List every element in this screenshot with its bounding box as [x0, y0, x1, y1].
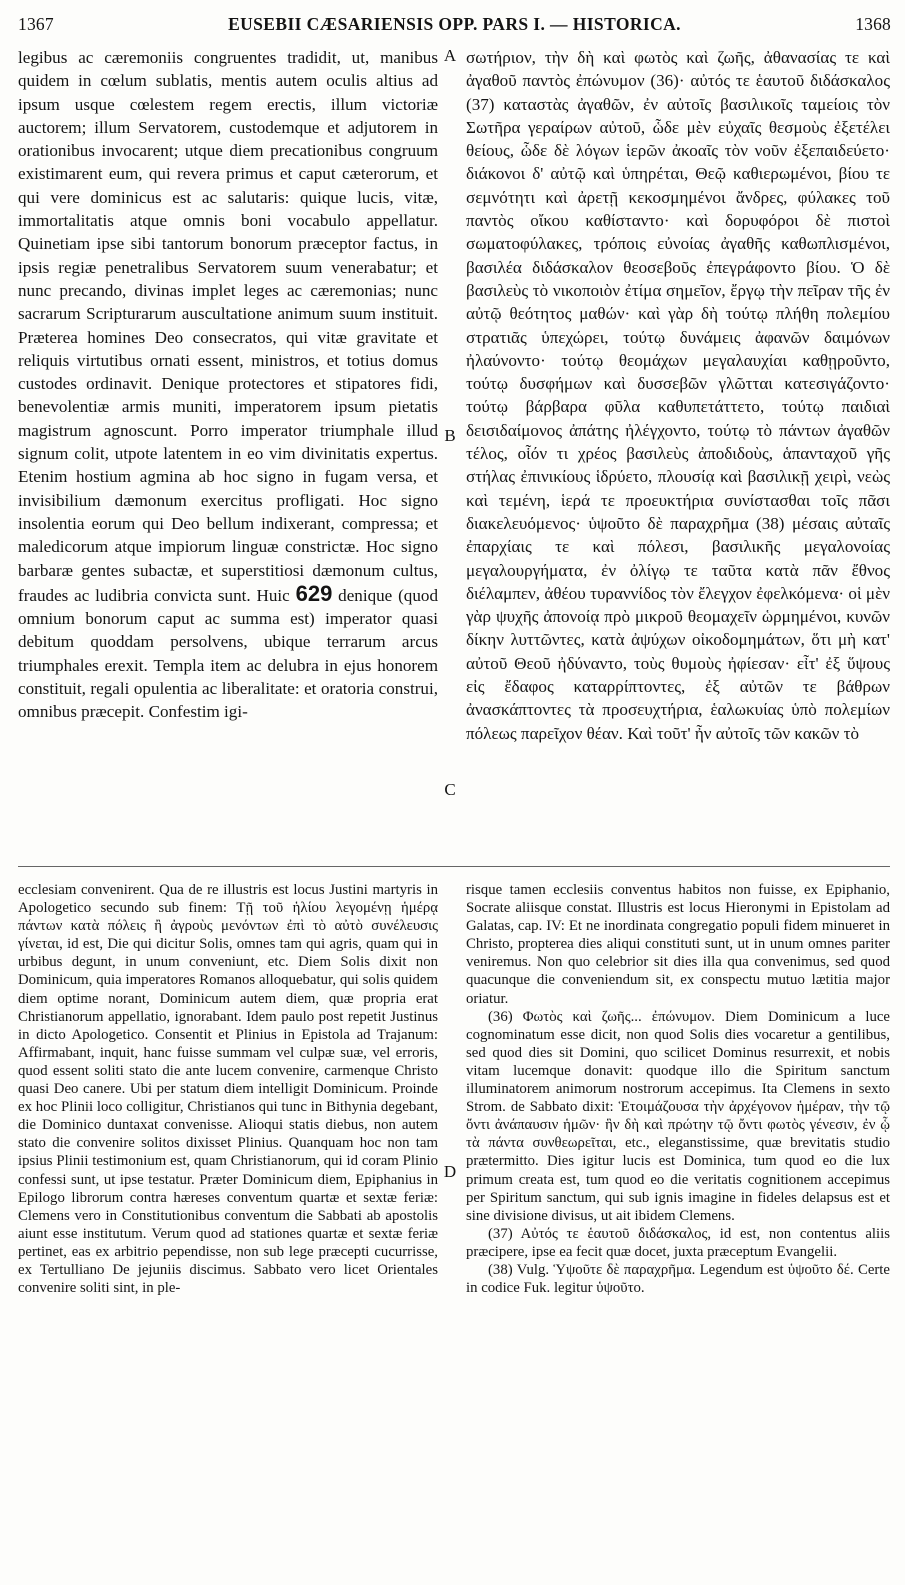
- note-continuation-right: risque tamen ecclesiis conventus habitos non fuisse, ex Epiphanio, Socrate aliisque constat. Illustris est locus Hieronymi in Epistolam ad Galatas, cap. IV: Et ne inordinata congregatio populi fidem minueret in Christo, propterea dies aliqui constituti sunt, ut in unum omnes pariter veniremus. Non quo celebrior sit dies illa qua convenimus, sed quod quacunque die conveniendum sit, ex conspectu mutuo lætitia major oriatur.: [466, 882, 890, 1007]
- main-latin-text-part-1: legibus ac cæremoniis congruentes tradidit, ut, manibus quidem in cœlum sublatis, mentis autem oculis altius ad ipsum usque cœlestem regem erectis, illum victoriæ auctorem; illum Servatorem, custodemque et adjutorem in orationibus invocarent; utque diem precationibus congruum existimarent eum, qui revera primus et caput cæterorum, et qui vere dominicus est ac salutaris: quique lucis, vitæ, immortalitatis atque omnis boni vocabulo appellatur. Quinetiam ipse sibi tantorum bonorum præceptor factus, in ipsis regiæ penetralibus Servatorem suum venerabatur; et nunc precando, divinas implet leges ac cæremonias; nunc sacrarum Scripturarum auscultatione animum suum instituit. Præterea homines Deo consecratos, qui vitæ gravitate et reliquis virtutibus ornati essent, ministros, et totius domus custodes ordinavit. Denique protectores et stipatores fidi, benevolentiæ armis muniti, imperatorem ipsum pietatis magistrum agnoscunt. Porro imperator triumphale illud signum colit, utpote latentem in eo vim divinitatis expertus. Etenim hostium agmina ab hoc signo in fugam versa, et invisibilium dæmonum exercitus profligati. Hoc signo insolentia eorum qui Deo bellum indixerant, compressa; et maledicorum atque impiorum linguæ constrictæ. Hoc signo barbaræ gentes subactæ, et superstitiosi dæmonum cultus, fraudes ac ludibria convicta sunt. Huic: [18, 48, 438, 605]
- notes-left-column: [18, 881, 438, 1571]
- section-divider: [18, 866, 890, 867]
- notes-right-column: [466, 881, 890, 1571]
- main-text-greek-column: [466, 46, 890, 846]
- margin-letter-c: C: [444, 780, 456, 799]
- main-latin-text-part-2: denique (quod omnium bonorum caput ac summa est) imperator quasi debitum quoddam persolvens, ubique terrarum arcus triumphales erexit. Templa item ac delubra in ejus honorem constituit, regali opulentia ac liberalitate: et oratoria construi, omnibus præcepit. Confestim igi-: [18, 585, 438, 722]
- main-text-latin-column: [18, 46, 438, 846]
- note-continuation-left: ecclesiam convenirent. Qua de re illustris est locus Justini martyris in Apologetico secundo sub finem: Τῇ τοῦ ἡλίου λεγομένῃ ἡμέρᾳ πάντων κατὰ πόλεις ἢ ἀγροὺς μενόντων ἐπὶ τὸ αὐτὸ συνέλευσις γίνεται, id est, Die qui dicitur Solis, omnes tam qui agris, quam qui in urbibus degunt, in unum conveniunt, etc. Diem Solis dixit non Dominicum, quia imperatores Romanos alloquebatur, qui solis quidem diem optime norant, Dominicum autem diem, quæ propria erat Christianorum appellatio, ignorabant. Idem paulo post repetit Justinus in dicto Apologetico. Consentit et Plinius in Epistola ad Trajanum: Affirmabant, inquit, hanc fuisse summam vel culpæ suæ, vel erroris, quod essent soliti stato die ante lucem convenire, carmenque Christo quasi Deo canere. Ubi per statum diem intelligit Dominicum. Proinde ex hoc Plinii loco colligitur, Christianos qui tunc in Bithynia degebant, die Dominico duntaxat convenisse. Alioqui statis diebus, non autem stato die convenire solitos dixisset Plinius. Quanquam hoc non tam ipsius Plinii testimonium est, quam Christianorum, qui id coram Plinio confessi sunt, ut ipse testatur. Præter Dominicum diem, Epiphanius in Epilogo librorum contra hæreses conventum quartæ et sextæ feriæ: Clemens vero in Constitutionibus conventum die Sabbati ab apostolis aiunt esse institutum. Verum quod ad stationes quartæ et sextæ feriæ pertinet, eas ex arbitrio pependisse, non sub lege præcepti cucurrisse, ex Tertulliano De jejuniis discimus. Sabbato vero licet Orientales convenire soliti sint, in ple-: [18, 882, 438, 1297]
- left-page-number: 1367: [18, 13, 54, 34]
- note-38: (38) Vulg. Ὑψοῦτε δὲ παραχρῆμα. Legendum est ὑψοῦτο δέ. Certe in codice Fuk. legitur ὑψοῦτο.: [466, 1261, 890, 1297]
- main-latin-paragraph: [18, 46, 438, 724]
- margin-letter-b: B: [444, 426, 456, 445]
- column-number: 629: [295, 580, 333, 606]
- running-title: EUSEBII CÆSARIENSIS OPP. PARS I. — HISTORICA.: [228, 13, 681, 34]
- note-36: (36) Φωτὸς καὶ ζωῆς... ἐπώνυμον. Diem Dominicum a luce cognominatum esse dicit, non quod Solis dies vocaretur a gentilibus, sed quod dies sit Domini, quo scilicet Dominus resurrexit, et nobis vitam lucemque donavit: quodque illo die Spiritum sanctum illuminatorem animorum nostrorum accepimus. Ita Clemens in sexto Strom. de Sabbato dixit: Ἑτοιμάζουσα τὴν ἀρχέγονον ἡμέραν, τὴν τῷ ὄντι ἀνάπαυσιν ἡμῶν· ἣν δὴ καὶ πρώτην τῷ ὄντι φωτὸς γένεσιν, ἐν ᾧ τὰ πάντα συνθεωρεῖται, etc., eleganstissime, quæ brevitatis studio prætermitto. Dies igitur lucis est Dominica, tum quod eo die lux primum creata est, tum quod eo die veritatis cognitionem accepimus per Spiritum sanctum, qui sub ignis imagine in fideles delapsus est et sine divisione divisus, ut ait ibidem Clemens.: [466, 1008, 890, 1224]
- note-37: (37) Αὐτός τε ἑαυτοῦ διδάσκαλος, id est, non contentus aliis præcipere, ipse ea fecit quæ docet, juxta præceptum Evangelii.: [466, 1225, 890, 1260]
- running-header: [18, 10, 891, 38]
- margin-letter-d: D: [443, 1162, 457, 1181]
- margin-letter-a: A: [443, 46, 457, 65]
- right-page-number: 1368: [855, 13, 891, 34]
- main-greek-paragraph: σωτήριον, τὴν δὴ καὶ φωτὸς καὶ ζωῆς, ἀθανασίας τε καὶ ἀγαθοῦ παντὸς ἐπώνυμον (36)· αὐτός τε ἑαυτοῦ διδάσκαλος (37) καταστὰς ἀγαθῶν, ἐν αὐτοῖς βασιλικοῖς ταμείοις τὸν Σωτῆρα γεραίρων αὐτοῦ, ὧδε μὲν εὐχαῖς θεσμοὺς ἐξετέλει θείους, ὧδε δὲ λόγων ἱερῶν ἀκοαῖς τὸν νοῦν ἐξεπαιδεύετο· διάκονοι δ' αὐτῷ καὶ ὑπηρέται, Θεῷ καθιερωμένοι, βίου τε σεμνότητι καὶ ἀρετῇ κεκοσμημένοι ἄνδρες, φύλακες τοῦ παντὸς οἴκου καθίσταντο· καὶ δορυφόροι δὲ πιστοὶ σωματοφύλακες, τρόποις εὐνοίας ἀγαθῆς καθωπλισμένοι, βασιλέα διδάσκαλον θεοσεβοῦς ἐπεγράφοντο βίου. Ὁ δὲ βασιλεὺς τὸ νικοποιὸν ἐτίμα σημεῖον, ἔργῳ τὴν πεῖραν τῆς ἐν αὐτῷ θεότητος μαθών· καὶ γὰρ δὴ τούτῳ πλήθη πολεμίου στρατιᾶς ὑπεχώρει, τούτῳ δυνάμεις ἀφανῶν δαιμόνων ἠλαύνοντο· τούτῳ θεομάχων μεγαλαυχίαι καθῃροῦντο, τούτῳ δυσφήμων καὶ δυσσεβῶν γλῶτται κατεσιγάζοντο· τούτῳ βάρβαρα φῦλα καθυπετάττετο, τούτῳ παιδιαὶ δεισιδαίμονος ἀπάτης ἠλέγχοντο, τούτῳ τὸ πάντων ἀγαθῶν τέλος, οἷόν τι χρέος βασιλεὺς ἀποδιδοὺς, ἁπανταχοῦ γῆς στήλας ἐπινικίους ἱδρύετο, πλουσίᾳ καὶ βασιλικῇ χειρὶ, νεὼς καὶ τεμένη, ἱερά τε προευκτήρια συνίστασθαι τοῖς πᾶσι διακελευόμενος· ὑψοῦτο δὲ παραχρῆμα (38) μέσαις αὐταῖς ἐπαρχίαις τε καὶ πόλεσι, βασιλικῆς μεγαλονοίας μεγαλουργήματα, ἐν ὀλίγῳ τε ταῦτα κατὰ πᾶν ἔθνος διέλαμπεν, ἀθέου τυραννίδος τὸν ἔλεγχον ἐφελκόμενα· οἱ μὲν γὰρ ψυχῆς ἀπονοίᾳ πρὸ μικροῦ θεομαχεῖν ὡρμημένοι, κυνῶν δίκην λυττῶντες, κατὰ ἀψύχων οἰκοδομημάτων, ὅτι μὴ κατ' αὐτοῦ Θεοῦ ἠδύναντο, τοὺς θυμοὺς ἠφίεσαν· εἶτ' ἐξ ὕψους εἰς ἔδαφος καταρρίπτοντες, ἐξ αὐτῶν τε βάθρων ἀνασκάπτοντες τὰ προσευχτήρια, ἑαλωκυίας ὑπὸ πολεμίων πόλεως παρεῖχον θέαν. Καὶ τοῦτ' ἦν αὐτοῖς τῶν κακῶν τὸ: [466, 48, 890, 743]
